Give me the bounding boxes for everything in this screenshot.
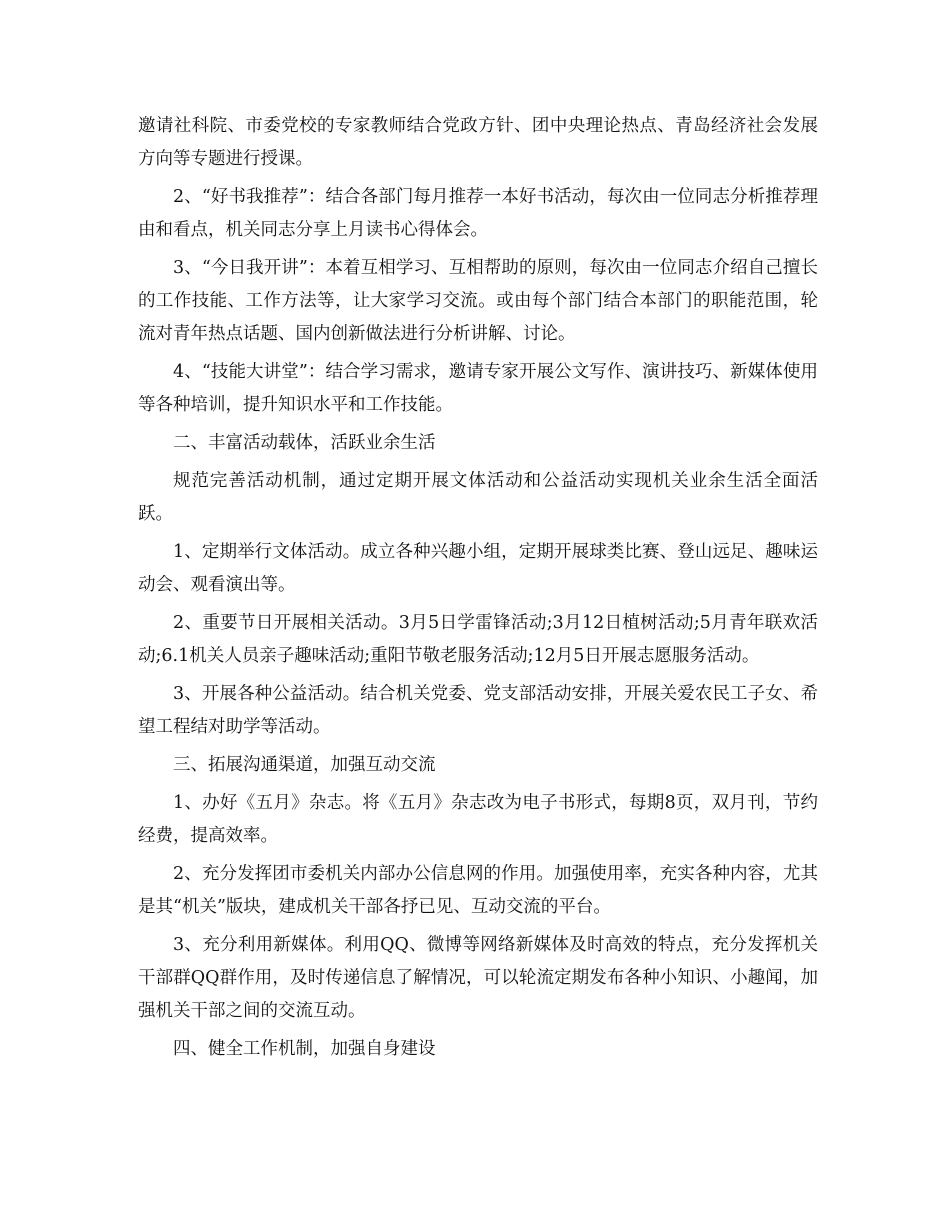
paragraph-skills-lecture: 4、“技能大讲堂”：结合学习需求，邀请专家开展公文写作、演讲技巧、新媒体使用等各种培训，提升知识水平和工作技能。 [138,362,818,415]
section-heading-mechanism: 四、健全工作机制，加强自身建设 [173,1039,436,1059]
section-heading-activities: 二、丰富活动载体，活跃业余生活 [173,433,436,453]
paragraph-activity-mechanism: 规范完善活动机制，通过定期开展文体活动和公益活动实现机关业余生活全面活跃。 [138,471,818,524]
section-heading-communication: 三、拓展沟通渠道，加强互动交流 [173,755,436,775]
document-page [138,110,818,1071]
paragraph-holiday-activities: 2、重要节日开展相关活动。3月5日学雷锋活动;3月12日植树活动;5月青年联欢活动;6.1机关人员亲子趣味活动;重阳节敬老服务活动;12月5日开展志愿服务活动。 [138,613,818,666]
paragraph-new-media: 3、充分利用新媒体。利用QQ、微博等网络新媒体及时高效的特点，充分发挥机关干部群QQ群作用，及时传递信息了解情况，可以轮流定期发布各种小知识、小趣闻，加强机关干部之间的交流互动。 [138,935,818,1021]
paragraph-good-book: 2、“好书我推荐”：结合各部门每月推荐一本好书活动，每次由一位同志分析推荐理由和看点，机关同志分享上月读书心得体会。 [138,187,818,240]
paragraph-continuation: 邀请社科院、市委党校的专家教师结合党政方针、团中央理论热点、青岛经济社会发展方向等专题进行授课。 [138,116,818,169]
paragraph-intranet: 2、充分发挥团市委机关内部办公信息网的作用。加强使用率，充实各种内容，尤其是其“机关”版块，建成机关干部各抒已见、互动交流的平台。 [138,864,818,917]
paragraph-sports-activities: 1、定期举行文体活动。成立各种兴趣小组，定期开展球类比赛、登山远足、趣味运动会、观看演出等。 [138,542,818,595]
paragraph-public-welfare: 3、开展各种公益活动。结合机关党委、党支部活动安排，开展关爱农民工子女、希望工程结对助学等活动。 [138,684,818,737]
paragraph-today-lecture: 3、“今日我开讲”：本着互相学习、互相帮助的原则，每次由一位同志介绍自己擅长的工作技能、工作方法等，让大家学习交流。或由每个部门结合本部门的职能范围，轮流对青年热点话题、国内创新做法进行分析讲解、讨论。 [138,258,818,344]
paragraph-may-magazine: 1、办好《五月》杂志。将《五月》杂志改为电子书形式，每期8页，双月刊，节约经费，提高效率。 [138,793,818,846]
